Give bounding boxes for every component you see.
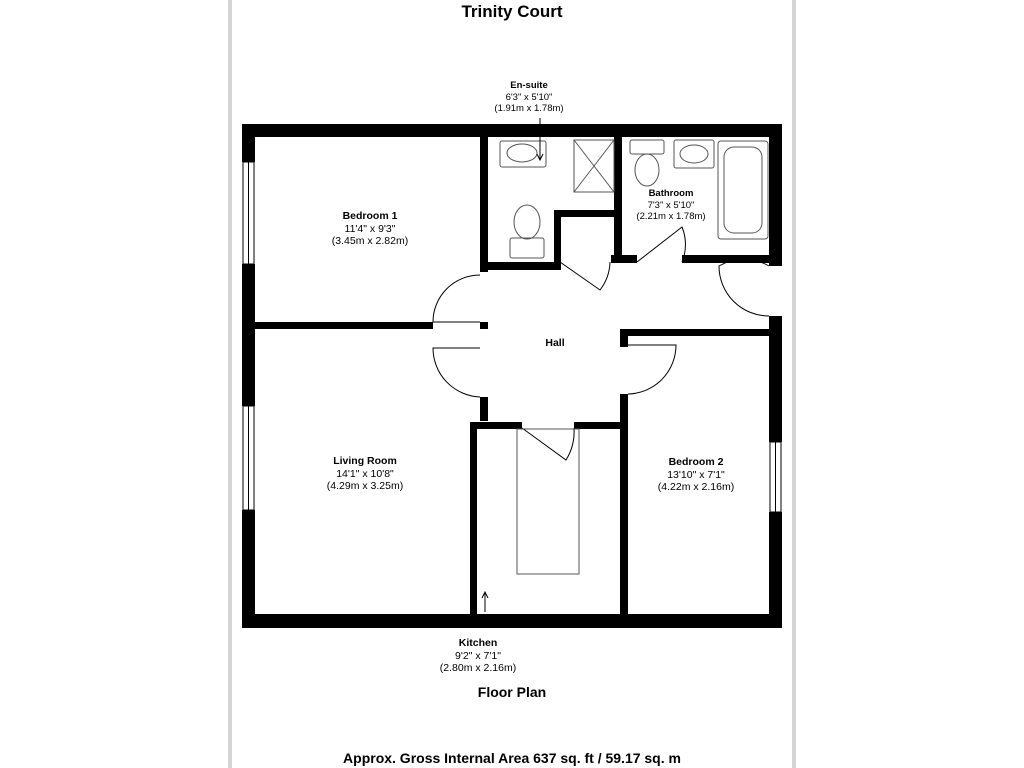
gross-area-label: Approx. Gross Internal Area 637 sq. ft / 59.17 sq. m xyxy=(343,750,681,766)
bathroom-toilet-icon xyxy=(630,140,664,154)
room-name: En-suite xyxy=(510,80,548,91)
room-label-hall xyxy=(525,337,585,350)
room-size-metric: (2.21m x 1.78m) xyxy=(636,211,706,222)
room-size-imperial: 6'3" x 5'10" xyxy=(505,91,553,103)
room-name: Bathroom xyxy=(648,188,694,199)
room-name: Bedroom 1 xyxy=(342,210,398,222)
room-name: Living Room xyxy=(333,455,397,467)
room-size-imperial: 9'2" x 7'1" xyxy=(455,649,501,662)
floor-plan-label: Floor Plan xyxy=(477,684,547,700)
stairs-icon xyxy=(517,429,579,574)
room-size-metric: (1.91m x 1.78m) xyxy=(494,103,564,114)
room-name: Bedroom 2 xyxy=(668,456,724,468)
room-size-imperial: 14'1" x 10'8" xyxy=(336,467,394,480)
room-label-bedroom-2 xyxy=(636,456,756,494)
ensuite-toilet-icon xyxy=(510,238,544,258)
room-name: Kitchen xyxy=(458,637,498,649)
room-label-bathroom xyxy=(621,188,721,223)
bath-icon xyxy=(718,141,768,239)
room-name: Hall xyxy=(545,337,565,349)
plan-title: Trinity Court xyxy=(461,2,563,21)
room-size-imperial: 11'4" x 9'3" xyxy=(344,222,396,235)
room-label-ensuite xyxy=(479,80,579,115)
room-size-imperial: 7'3" x 5'10" xyxy=(647,199,695,211)
room-label-bedroom-1 xyxy=(310,210,430,248)
room-label-kitchen xyxy=(418,637,538,675)
room-size-metric: (4.29m x 3.25m) xyxy=(326,480,404,492)
room-size-metric: (3.45m x 2.82m) xyxy=(331,235,409,247)
room-size-metric: (4.22m x 2.16m) xyxy=(657,481,735,493)
room-size-metric: (2.80m x 2.16m) xyxy=(439,662,517,674)
room-label-living-room xyxy=(300,455,430,493)
room-size-imperial: 13'10" x 7'1" xyxy=(667,468,725,481)
